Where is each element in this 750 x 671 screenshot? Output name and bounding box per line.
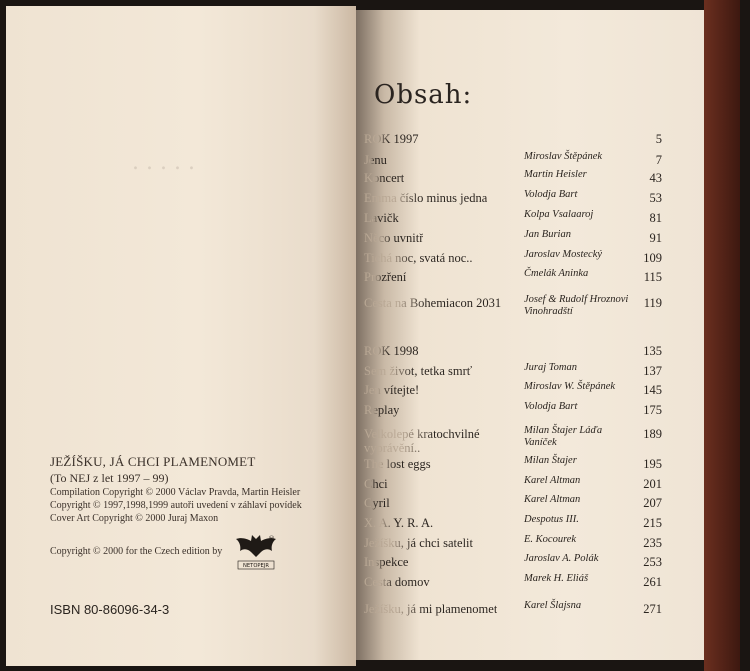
toc-entry-author: Volodja Bart	[524, 189, 578, 200]
toc-entry-author: Josef & Rudolf Hroznovi Vinohradští	[524, 294, 629, 317]
toc-entry-page: 215	[643, 516, 662, 530]
toc-entry-author: Miroslav W. Štěpánek	[524, 381, 616, 392]
toc-entry-author: Marek H. Eliáš	[524, 573, 589, 584]
toc-entry	[364, 553, 662, 571]
toc-entry	[364, 455, 662, 473]
toc-entry-title: Sem život, tetka smrť	[364, 364, 473, 378]
toc-entry-page: 189	[643, 427, 662, 441]
toc-entry-page: 145	[643, 383, 662, 397]
toc-entry-author: Kolpa Vsalaaroj	[524, 209, 594, 220]
toc-entry-title: Jenu	[364, 153, 387, 167]
toc-entry	[364, 268, 662, 286]
toc-entry-author: Volodja Bart	[524, 401, 578, 412]
toc-entry-title: Cesta domov	[364, 575, 430, 589]
toc-entry	[364, 151, 662, 169]
toc-entry-author: E. Kocourek	[524, 534, 577, 545]
toc-entry	[364, 514, 662, 532]
toc-entry-page: 115	[643, 270, 662, 284]
toc-entry-author: Martin Heisler	[524, 169, 587, 180]
toc-entry-page: 261	[643, 575, 662, 589]
toc-entry-author: Karel Šlajsna	[524, 600, 582, 611]
toc-entry	[364, 294, 662, 317]
left-page	[6, 6, 356, 666]
toc-entry-author: Karel Altman	[524, 475, 581, 486]
toc-entry-title: Cyril	[364, 496, 390, 510]
toc-entry-page: 109	[643, 251, 662, 265]
toc-entry-author: Jaroslav A. Polák	[524, 553, 599, 564]
toc-entry-page: 137	[643, 364, 662, 378]
toc-entry-page: 53	[649, 191, 662, 205]
toc-entry-author: Čmelák Aninka	[524, 268, 589, 279]
toc-entry-page: 135	[643, 344, 662, 358]
toc-entry-page: 271	[643, 602, 662, 616]
toc-entry-title: Emma číslo minus jedna	[364, 191, 488, 205]
toc-entry-title: Tichá noc, svatá noc..	[364, 251, 473, 265]
colophon-title: JEŽÍŠKU, JÁ CHCI PLAMENOMET	[50, 454, 256, 469]
toc-entry	[364, 189, 662, 207]
toc-entry	[364, 534, 662, 552]
toc-entry-author: Jaroslav Mostecký	[524, 249, 603, 260]
toc-entry-author: Jan Burian	[524, 229, 571, 240]
bleed-through-text: . . . . .	[132, 150, 195, 175]
toc-entry-title: Něco uvnitř	[364, 231, 424, 245]
toc-entry-author: Despotus III.	[524, 514, 579, 525]
toc-entry-author: Karel Altman	[524, 494, 581, 505]
toc-entry-page: 253	[643, 555, 662, 569]
toc-entry-title: X. A. Y. R. A.	[364, 516, 434, 530]
toc-entry	[364, 573, 662, 591]
toc-entry-title: ROK 1998	[364, 344, 419, 358]
toc-entry-page: 207	[643, 496, 662, 510]
toc-entry-title: Koncert	[364, 171, 405, 185]
toc-entry	[364, 209, 662, 227]
toc-entry-page: 201	[643, 477, 662, 491]
czech-edition-copyright: Copyright © 2000 for the Czech edition by	[50, 546, 223, 557]
svg-text:®: ®	[268, 535, 275, 543]
toc-entry	[364, 229, 662, 247]
colophon-line: Copyright © 1997,1998,1999 autoři uvedení v záhlaví povídek	[50, 500, 302, 511]
toc-entry-title: Lavičk	[364, 211, 399, 225]
toc-entry	[364, 425, 662, 455]
colophon-line: Compilation Copyright © 2000 Václav Pravda, Martin Heisler	[50, 487, 301, 498]
toc-entry-author: Milan Štajer Láďa Vaníček	[524, 425, 603, 448]
toc-entry-title: Jen vítejte!	[364, 383, 420, 397]
toc-entry-title: Velkolepé kratochvilné vyprávění..	[364, 427, 520, 455]
toc-entry-page: 43	[649, 171, 662, 185]
toc-entry	[364, 169, 662, 187]
svg-text:NETOPEJR: NETOPEJR	[243, 563, 269, 569]
toc-entry-title: Ježíšku, já chci satelit	[364, 536, 473, 550]
toc-entry	[364, 130, 662, 148]
book-cover-edge	[704, 0, 740, 671]
toc-entry-author: Juraj Toman	[524, 362, 577, 373]
colophon-line: Cover Art Copyright © 2000 Juraj Maxon	[50, 513, 219, 524]
toc-entry-page: 81	[649, 211, 662, 225]
publisher-bat-logo	[234, 533, 278, 571]
toc-entry-title: ROK 1997	[364, 132, 419, 146]
toc-entry-title: Ježíšku, já mi plamenomet	[364, 602, 498, 616]
toc-entry	[364, 342, 662, 360]
toc-entry-page: 235	[643, 536, 662, 550]
isbn: ISBN 80-86096-34-3	[50, 602, 170, 617]
toc-entry-author: Milan Štajer	[524, 455, 577, 466]
toc-entry-page: 195	[643, 457, 662, 471]
toc-entry-title: Replay	[364, 403, 400, 417]
toc-entry-page: 5	[655, 132, 662, 146]
toc-entry-title: Cesta na Bohemiacon 2031	[364, 296, 502, 310]
toc-entry-page: 175	[643, 403, 662, 417]
toc-entry	[364, 475, 662, 493]
colophon-subtitle: (To NEJ z let 1997 – 99)	[50, 471, 169, 485]
toc-entry	[364, 381, 662, 399]
toc-entry	[364, 600, 662, 618]
toc-entry-title: Chci	[364, 477, 388, 491]
toc-entry	[364, 362, 662, 380]
colophon	[50, 454, 340, 525]
toc-entry-author: Miroslav Štěpánek	[524, 151, 603, 162]
toc-entry-title: Inspekce	[364, 555, 409, 569]
toc-heading: Obsah:	[374, 80, 473, 110]
toc-entry	[364, 494, 662, 512]
toc-entry	[364, 401, 662, 419]
toc-entry-title: Prozření	[364, 270, 407, 284]
toc-entry-page: 91	[649, 231, 662, 245]
toc-entry-page: 7	[655, 153, 662, 167]
toc-entry	[364, 249, 662, 267]
toc-entry-title: The lost eggs	[364, 457, 431, 471]
toc-entry-page: 119	[643, 296, 662, 310]
